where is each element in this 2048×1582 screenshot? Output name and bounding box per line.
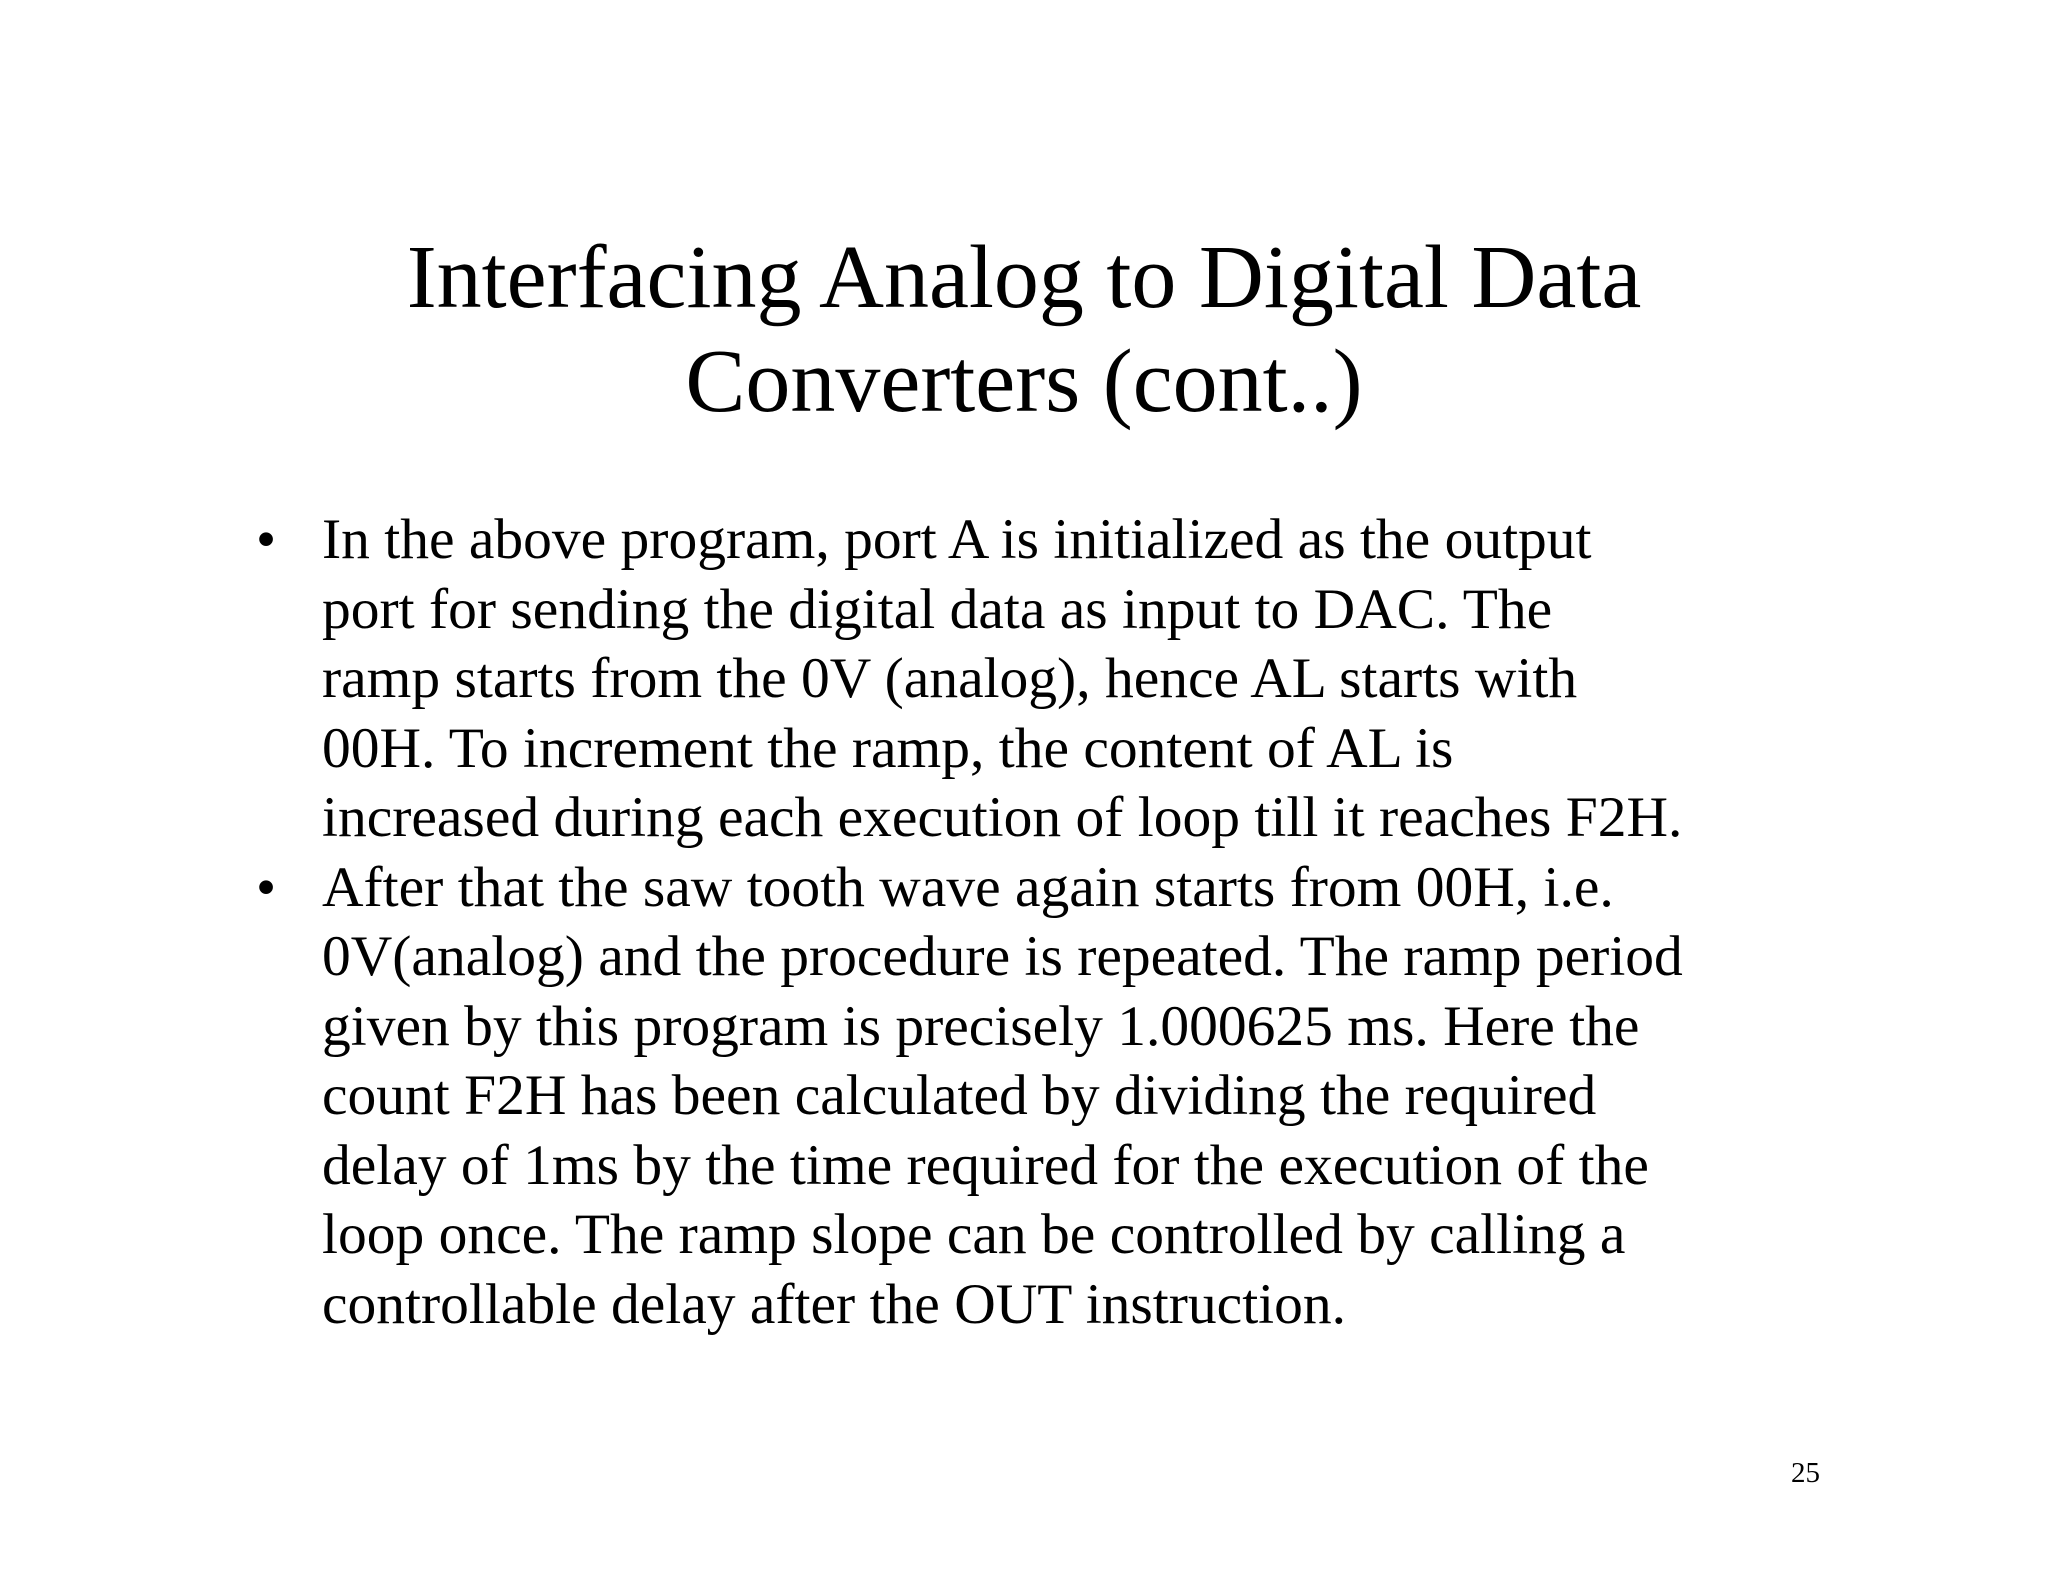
slide-title-line: Converters (cont..) (685, 332, 1363, 431)
bullet-text-line: loop once. The ramp slope can be controlled by calling a (322, 1203, 1626, 1266)
bullet-text-line: delay of 1ms by the time required for the execution of the (322, 1133, 1649, 1197)
bullet-item (256, 505, 1826, 853)
bullet-marker: • (256, 508, 277, 571)
bullet-text-line: given by this program is precisely 1.000625 ms. Here the (322, 994, 1640, 1058)
slide-title-line: Interfacing Analog to Digital Data (406, 228, 1642, 327)
bullet-list (256, 505, 1826, 1339)
bullet-text-line: In the above program, port A is initialized as the output (322, 508, 1592, 571)
bullet-text-line: controllable delay after the OUT instruction. (322, 1272, 1347, 1336)
bullet-marker: • (256, 855, 277, 919)
slide-title (300, 226, 1748, 434)
bullet-text-line: ramp starts from the 0V (analog), hence AL starts with (322, 647, 1578, 710)
page-number: 25 (1791, 1457, 1820, 1489)
bullet-text-line: After that the saw tooth wave again starts from 00H, i.e. (322, 855, 1614, 919)
bullet-text-line: count F2H has been calculated by dividing the required (322, 1064, 1597, 1127)
bullet-text-line: 0V(analog) and the procedure is repeated. The ramp period (322, 925, 1683, 988)
bullet-text-line: 00H. To increment the ramp, the content of AL is (322, 716, 1454, 780)
bullet-item (256, 853, 1826, 1340)
bullet-text-line: port for sending the digital data as input to DAC. The (322, 577, 1553, 641)
bullet-text-line: increased during each execution of loop till it reaches F2H. (322, 786, 1683, 849)
